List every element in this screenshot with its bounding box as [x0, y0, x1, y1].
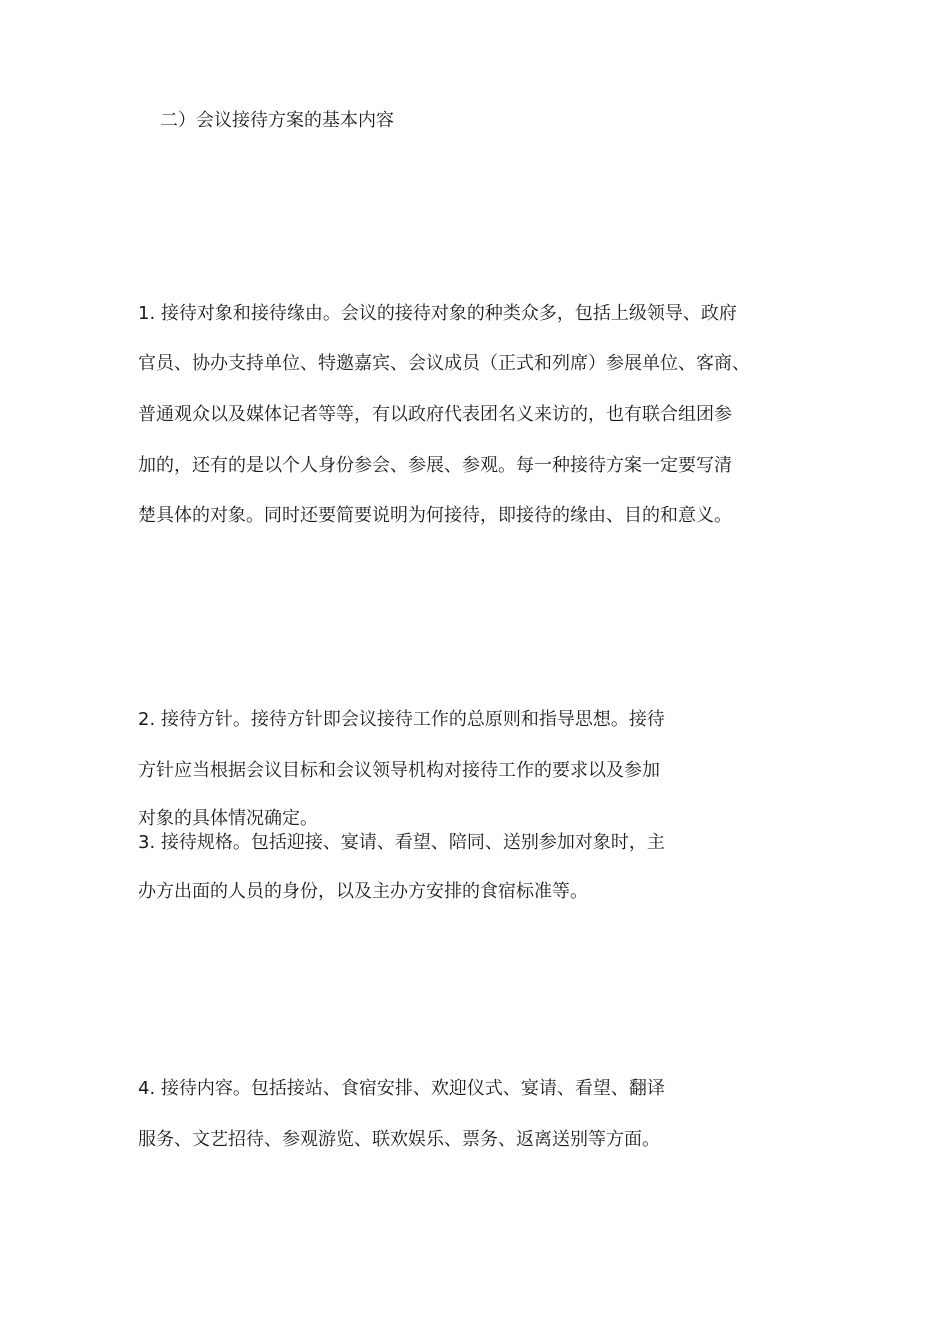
paragraph-line: 服务、文艺招待、参观游览、联欢娱乐、票务、返离送别等方面。 — [138, 1129, 660, 1150]
paragraph-line: 办方出面的人员的身份，以及主办方安排的食宿标准等。 — [138, 881, 588, 902]
paragraph-line: 普通观众以及媒体记者等等，有以政府代表团名义来访的，也有联合组团参 — [138, 404, 732, 425]
paragraph-line: 官员、协办支持单位、特邀嘉宾、会议成员（正式和列席）参展单位、客商、 — [138, 353, 750, 374]
paragraph-line: 对象的具体情况确定。 — [138, 808, 318, 829]
section-heading: 二）会议接待方案的基本内容 — [160, 110, 394, 131]
paragraph-line: 1. 接待对象和接待缘由。会议的接待对象的种类众多，包括上级领导、政府 — [138, 303, 737, 324]
paragraph-line: 3. 接待规格。包括迎接、宴请、看望、陪同、送别参加对象时，主 — [138, 832, 665, 853]
paragraph-line: 楚具体的对象。同时还要简要说明为何接待，即接待的缘由、目的和意义。 — [138, 505, 732, 526]
paragraph-line: 方针应当根据会议目标和会议领导机构对接待工作的要求以及参加 — [138, 760, 660, 781]
paragraph-line: 加的，还有的是以个人身份参会、参展、参观。每一种接待方案一定要写清 — [138, 455, 732, 476]
paragraph-line: 2. 接待方针。接待方针即会议接待工作的总原则和指导思想。接待 — [138, 709, 665, 730]
paragraph-line: 4. 接待内容。包括接站、食宿安排、欢迎仪式、宴请、看望、翻译 — [138, 1078, 665, 1099]
